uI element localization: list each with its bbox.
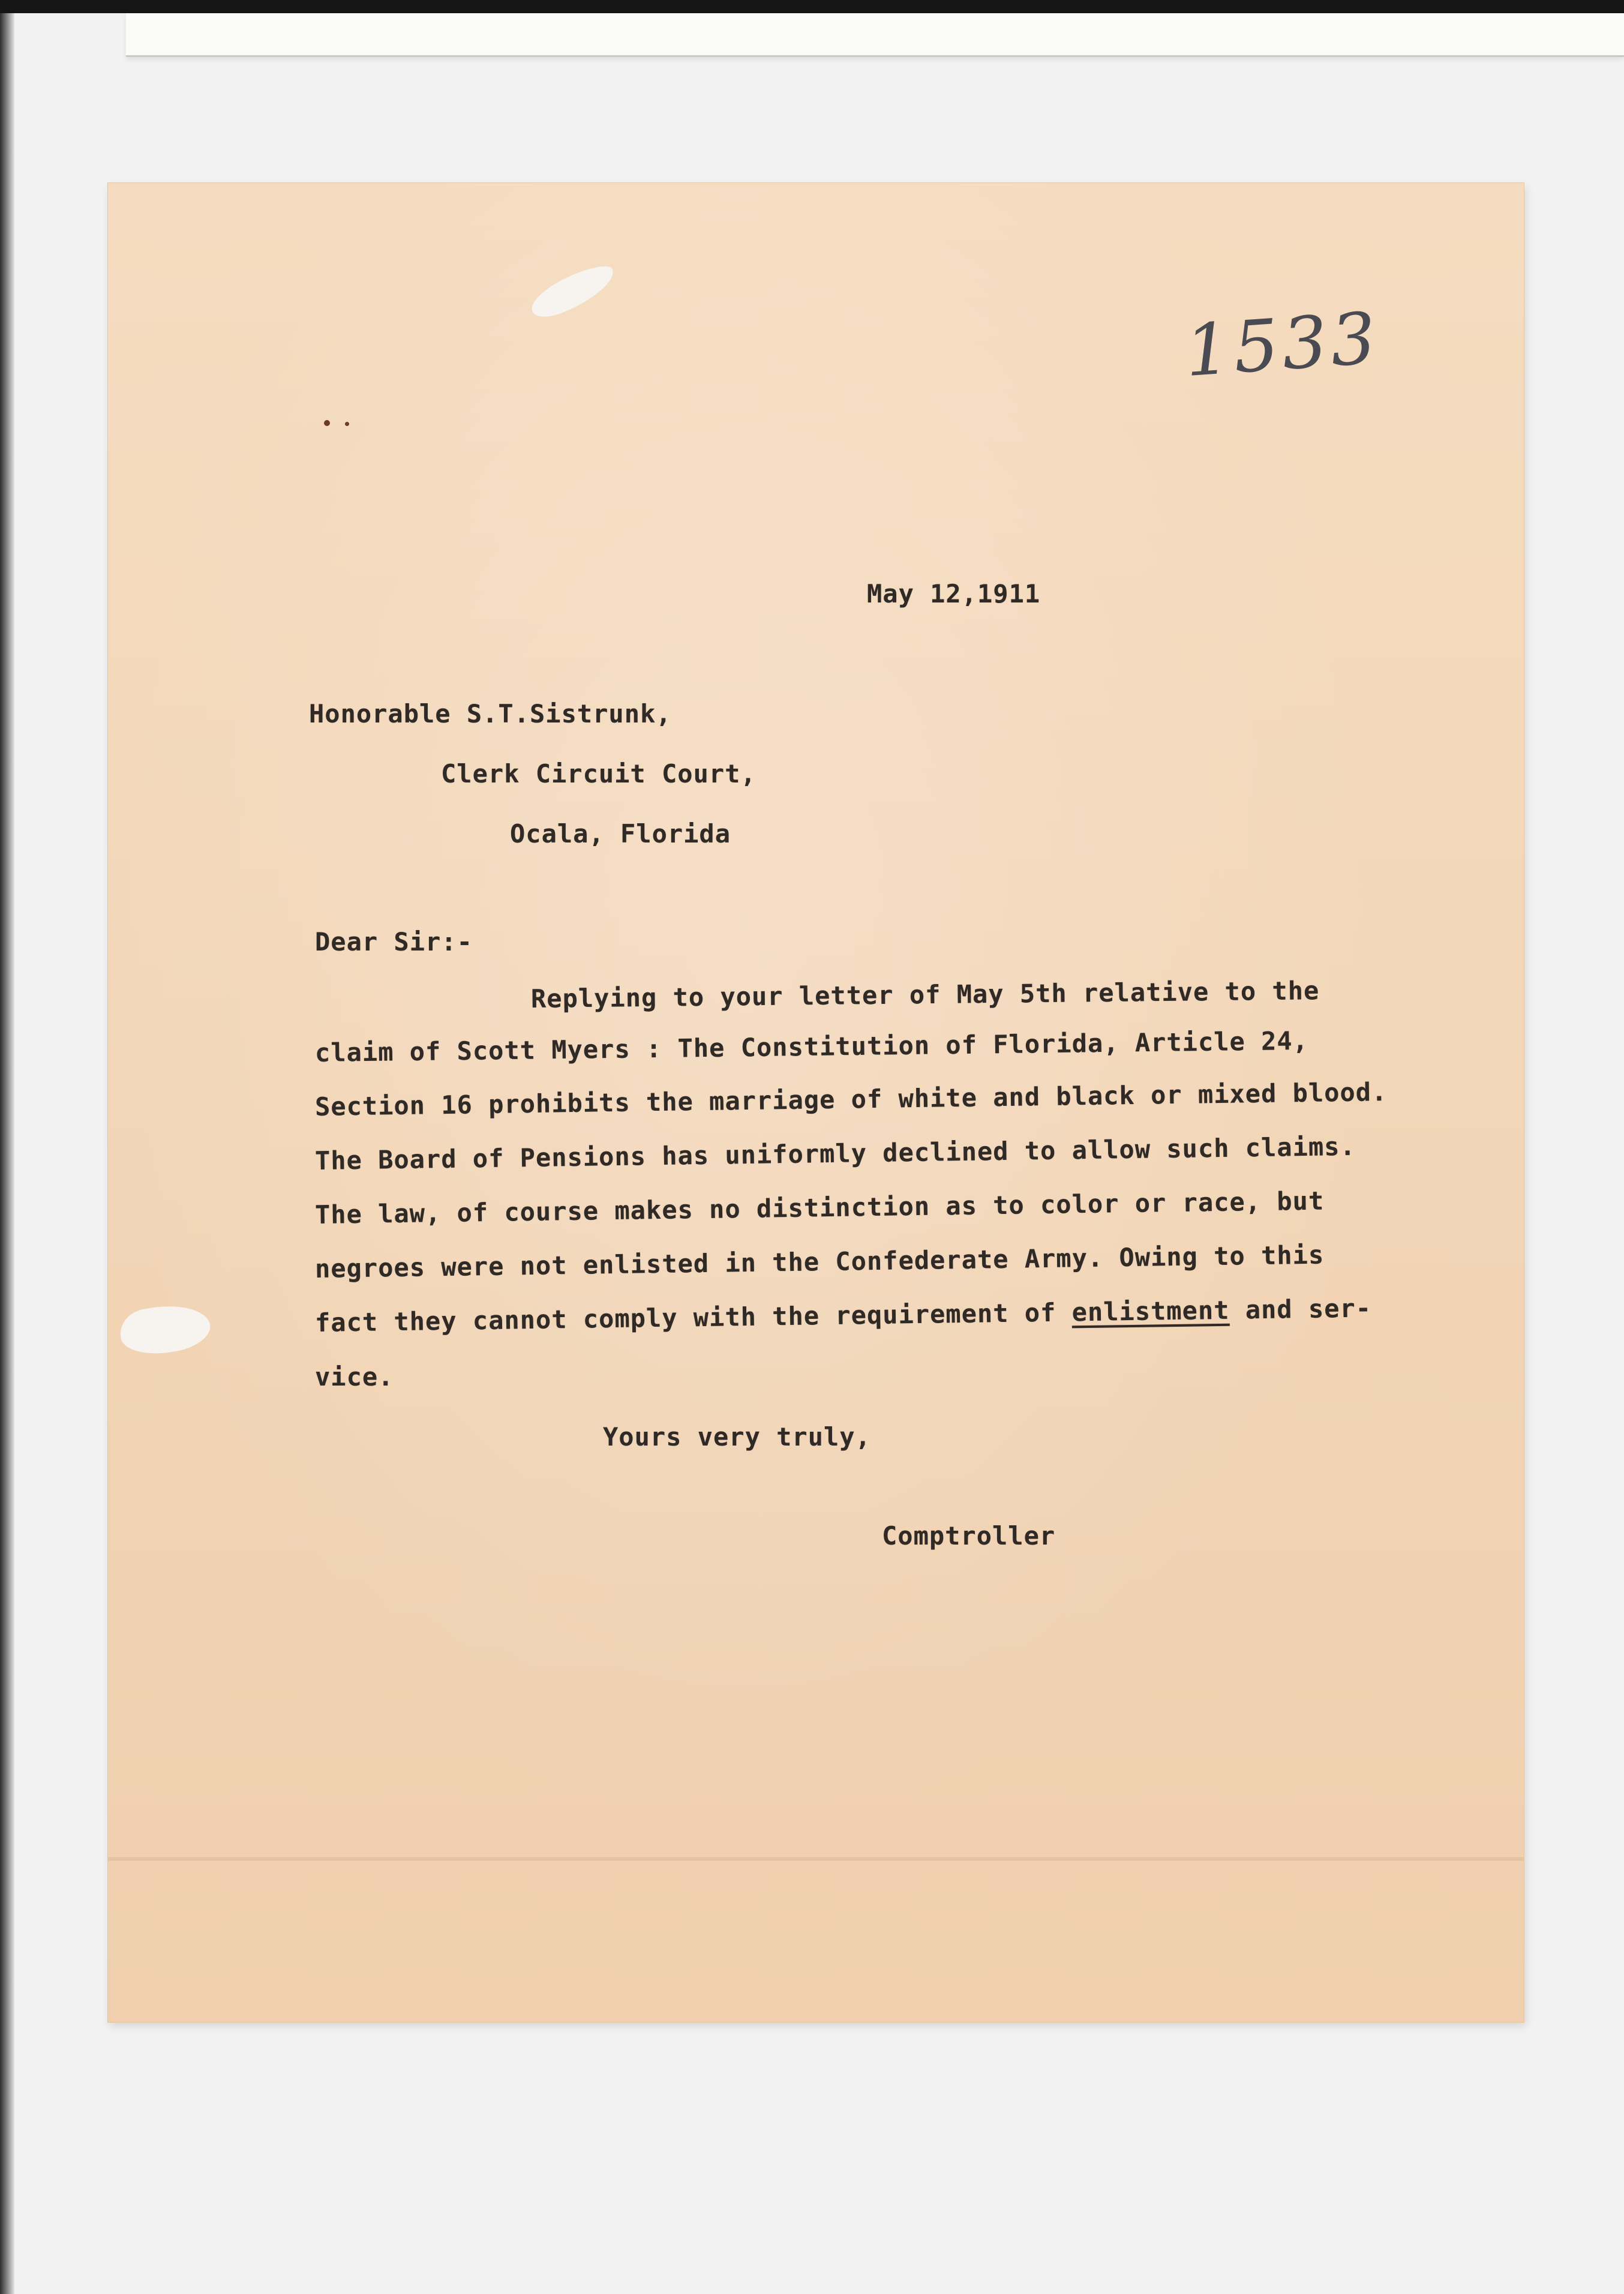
- body-line: The law, of course makes no distinction as to color or race, but: [314, 1186, 1325, 1230]
- ink-spot: [324, 420, 330, 426]
- paper-tear-left: [116, 1296, 214, 1362]
- ink-spot: [345, 422, 349, 426]
- recipient-title: Clerk Circuit Court,: [441, 759, 757, 788]
- letter-date: May 12,1911: [867, 579, 1041, 608]
- body-line: negroes were not enlisted in the Confederate Army. Owing to this: [314, 1240, 1325, 1284]
- body-line: vice.: [315, 1362, 394, 1392]
- recipient-name: Honorable S.T.Sistrunk,: [309, 699, 672, 728]
- paper-tear-top: [526, 260, 621, 323]
- body-line-text: fact they cannot comply with the requirement of: [314, 1297, 1072, 1338]
- underlying-sheet: [126, 13, 1624, 57]
- handwritten-file-number: 1533: [1182, 296, 1382, 393]
- scanner-left-edge: [0, 0, 14, 2294]
- scanner-top-edge: [0, 0, 1624, 13]
- body-line: The Board of Pensions has uniformly declined to allow such claims.: [314, 1131, 1356, 1176]
- paper-fold-crease: [108, 1857, 1524, 1861]
- signature-title: Comptroller: [882, 1521, 1056, 1551]
- body-line: [315, 1293, 1372, 1338]
- body-line: claim of Scott Myers : The Constitution of Florida, Article 24,: [314, 1025, 1309, 1067]
- salutation: Dear Sir:-: [315, 927, 473, 956]
- body-line: Section 16 prohibits the marriage of white and black or mixed blood.: [314, 1077, 1388, 1121]
- letter-page: [108, 183, 1524, 2022]
- underlined-word-enlistment: enlistment: [1071, 1295, 1230, 1327]
- recipient-location: Ocala, Florida: [510, 819, 731, 848]
- body-line: Replying to your letter of May 5th relative to the: [530, 976, 1320, 1013]
- body-line-text: and ser-: [1229, 1293, 1372, 1325]
- closing: Yours very truly,: [603, 1422, 871, 1452]
